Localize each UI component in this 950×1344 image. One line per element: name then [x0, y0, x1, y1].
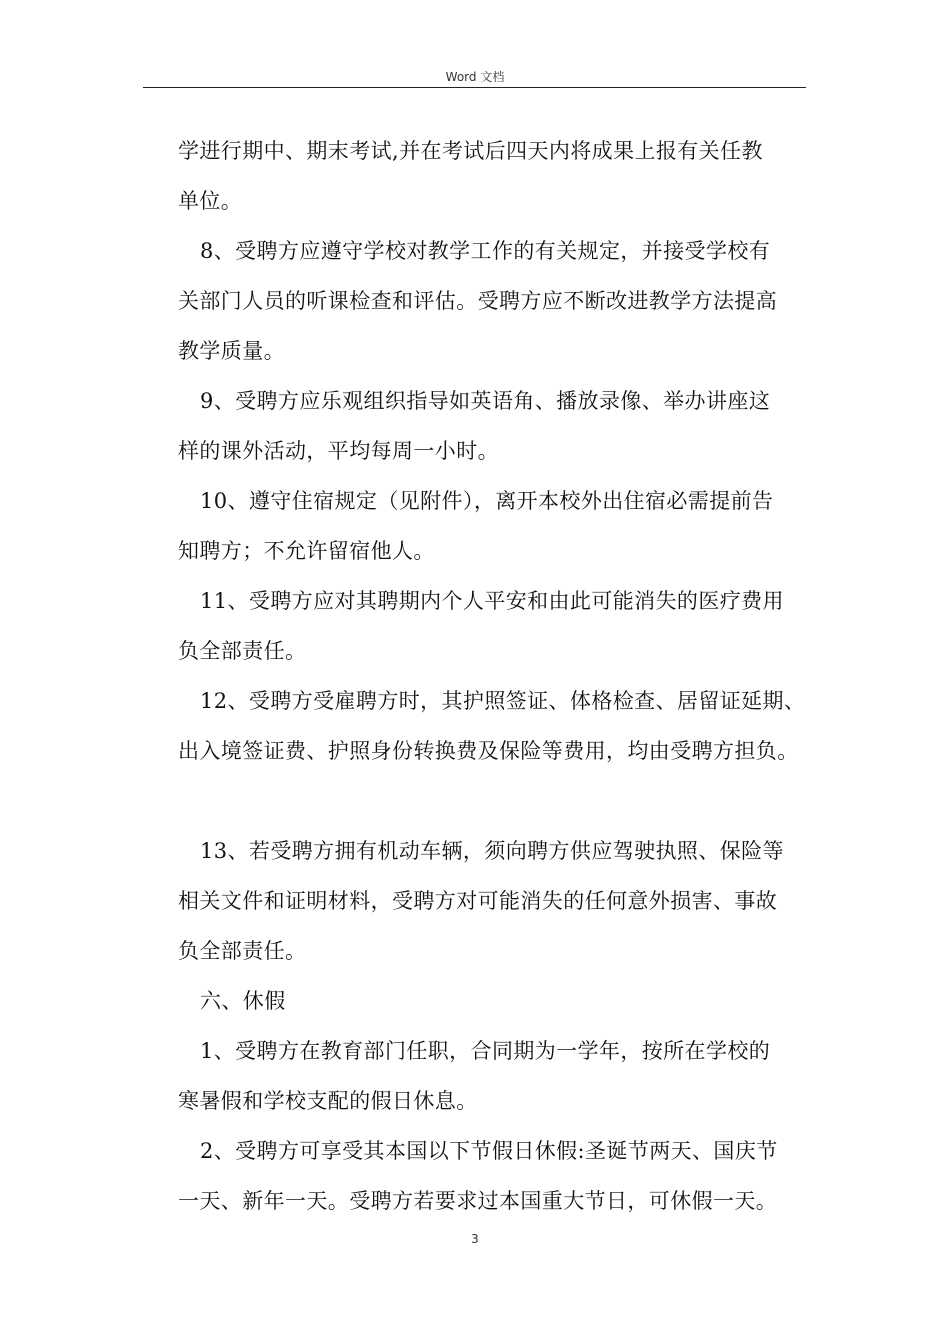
text-line: 一天、新年一天。受聘方若要求过本国重大节日，可休假一天。 [178, 1189, 778, 1213]
text-line: 寒暑假和学校支配的假日休息。 [178, 1089, 478, 1113]
text-line: 13、若受聘方拥有机动车辆，须向聘方供应驾驶执照、保险等 [200, 839, 784, 863]
page-number: 3 [471, 1232, 479, 1246]
text-line: 2、受聘方可享受其本国以下节假日休假:圣诞节两天、国庆节 [200, 1139, 778, 1163]
text-line: 1、受聘方在教育部门任职，合同期为一学年，按所在学校的 [200, 1039, 771, 1063]
text-line: 出入境签证费、护照身份转换费及保险等费用，均由受聘方担负。 [178, 739, 799, 763]
text-line: 12、受聘方受雇聘方时，其护照签证、体格检查、居留证延期、 [200, 689, 806, 713]
blank-line [178, 776, 818, 826]
text-line: 关部门人员的听课检查和评估。受聘方应不断改进教学方法提高 [178, 289, 778, 313]
text-line: 教学质量。 [178, 339, 285, 363]
text-line: 负全部责任。 [178, 639, 307, 663]
text-line: 11、受聘方应对其聘期内个人平安和由此可能消失的医疗费用 [200, 589, 784, 613]
header-title: Word 文档 [445, 70, 505, 84]
text-line: 负全部责任。 [178, 939, 307, 963]
header-divider [143, 87, 806, 88]
text-line: 学进行期中、期末考试,并在考试后四天内将成果上报有关任教 [178, 139, 763, 163]
text-line: 8、受聘方应遵守学校对教学工作的有关规定，并接受学校有 [200, 239, 771, 263]
text-line: 10、遵守住宿规定（见附件），离开本校外出住宿必需提前告 [200, 489, 774, 513]
document-body [178, 126, 818, 1226]
text-line: 知聘方；不允许留宿他人。 [178, 539, 435, 563]
text-line: 单位。 [178, 189, 243, 213]
text-line: 相关文件和证明材料，受聘方对可能消失的任何意外损害、事故 [178, 889, 778, 913]
section-heading: 六、休假 [200, 989, 286, 1013]
text-line: 样的课外活动，平均每周一小时。 [178, 439, 499, 463]
text-line: 9、受聘方应乐观组织指导如英语角、播放录像、举办讲座这 [200, 389, 771, 413]
